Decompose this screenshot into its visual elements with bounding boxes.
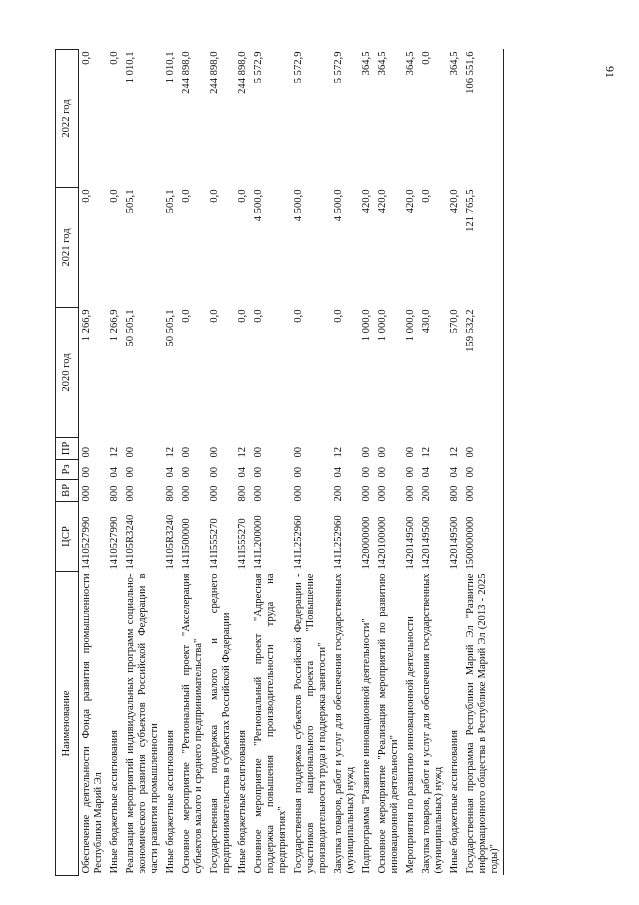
table-body: [79, 50, 504, 876]
row-2020-value: 1 266,9: [109, 309, 120, 342]
row-2020-value: 0,0: [253, 309, 264, 323]
page-number: 91: [603, 66, 617, 78]
row-vr: 000: [125, 485, 136, 502]
row-code: 141I555270: [237, 518, 248, 570]
table-row: [123, 50, 163, 876]
row-2022-value: 364,5: [377, 51, 388, 76]
row-name: Основное мероприятие "Региональный проект "Акселерация субъектов малого и среднего предпринимательства": [181, 573, 204, 874]
row-2020-value: 570,0: [449, 309, 460, 334]
header-pr: ПР: [56, 438, 79, 460]
row-vr: 000: [293, 485, 304, 502]
row-2021-value: 0,0: [237, 189, 248, 203]
row-vr: 800: [109, 485, 120, 502]
row-code: 1500000000: [463, 502, 504, 572]
row-code: 1420149500: [421, 516, 432, 570]
row-2021-value: 505,1: [125, 189, 136, 214]
row-2022-value: 244 898,0: [209, 51, 220, 94]
row-2022-value: 244 898,0: [237, 51, 248, 94]
row-pr: 00: [405, 446, 416, 458]
row-2020-value: 430,0: [421, 309, 432, 334]
row-2020-value: 1 000,0: [361, 309, 372, 342]
row-vr: 000: [377, 485, 388, 502]
row-rz: 00: [209, 466, 220, 478]
row-rz: 00: [253, 466, 264, 478]
row-name: Закупка товаров, работ и услуг для обеспечения государственных (муниципальных) нужд: [421, 573, 444, 874]
row-name: Иные бюджетные ассигнования: [449, 730, 460, 874]
table-header-row: [56, 50, 79, 876]
row-2020-value: 0,0: [333, 309, 344, 323]
row-name: Подпрограмма "Развитие инновационной деятельности": [361, 618, 372, 874]
row-2022-value: 364,5: [449, 51, 460, 76]
row-vr: 000: [405, 485, 416, 502]
row-2022-value: 5 572,9: [293, 51, 304, 84]
table-row: [291, 50, 331, 876]
row-pr: 00: [209, 446, 220, 458]
row-pr: 12: [449, 446, 460, 458]
table-row: [447, 50, 463, 876]
row-2020-value: 0,0: [181, 309, 192, 323]
header-name: Наименование: [56, 572, 79, 876]
row-rz: 00: [361, 466, 372, 478]
row-code: 141I555270: [209, 518, 220, 570]
row-code: 141L252960: [293, 515, 304, 570]
row-2021-value: 4 500,0: [333, 189, 344, 222]
row-2021-value: 4 500,0: [293, 189, 304, 222]
table-row: [419, 50, 447, 876]
row-pr: 00: [361, 446, 372, 458]
row-name: Государственная поддержка субъектов Российской Федерации - участников национального проекта "Повышение производительности труда и поддержка занятости": [293, 573, 328, 874]
row-code: 14105R3240: [125, 514, 136, 570]
row-code: 1410527990: [81, 516, 92, 570]
row-pr: 00: [181, 446, 192, 458]
table-row: [463, 50, 504, 876]
row-vr: 000: [181, 485, 192, 502]
row-2021-value: 420,0: [405, 189, 416, 214]
table-row: [331, 50, 359, 876]
row-rz: 04: [165, 466, 176, 478]
row-2021-value: 420,0: [377, 189, 388, 214]
row-code: 1420149500: [449, 516, 460, 570]
row-2020-value: 50 505,1: [165, 309, 176, 347]
row-2022-value: 0,0: [81, 51, 92, 65]
row-2021-value: 0,0: [109, 189, 120, 203]
row-pr: 00: [253, 446, 264, 458]
row-name: Иные бюджетные ассигнования: [109, 730, 120, 874]
row-2020-value: 159 532,2: [463, 308, 504, 438]
row-2022-value: 364,5: [405, 51, 416, 76]
row-rz: 00: [125, 466, 136, 478]
row-2022-value: 364,5: [361, 51, 372, 76]
row-rz: 00: [405, 466, 416, 478]
row-code: 141L252960: [333, 515, 344, 570]
table-row: [179, 50, 207, 876]
row-2021-value: 420,0: [361, 189, 372, 214]
row-pr: 12: [109, 446, 120, 458]
row-rz: 00: [293, 466, 304, 478]
table-row: [359, 50, 375, 876]
row-2021-value: 0,0: [181, 189, 192, 203]
table-row: [251, 50, 291, 876]
row-2022-value: 244 898,0: [181, 51, 192, 94]
row-vr: 800: [449, 485, 460, 502]
row-name: Реализация мероприятий индивидуальных программ социально-экономического развития субъектов Российской Федерации в части развития промышленности: [125, 573, 160, 874]
row-code: 1420149500: [405, 516, 416, 570]
table-row: [375, 50, 403, 876]
budget-table-sheet: [55, 50, 603, 876]
row-rz: 00: [81, 466, 92, 478]
row-pr: 00: [377, 446, 388, 458]
row-2022-value: 5 572,9: [333, 51, 344, 84]
row-2021-value: 4 500,0: [253, 189, 264, 222]
row-name: Закупка товаров, работ и услуг для обеспечения государственных (муниципальных) нужд: [333, 573, 356, 874]
table-row: [79, 50, 108, 876]
row-vr: 000: [209, 485, 220, 502]
row-2020-value: 0,0: [209, 309, 220, 323]
header-2022: 2022 год: [56, 50, 79, 188]
row-2020-value: 1 000,0: [377, 309, 388, 342]
row-pr: 12: [333, 446, 344, 458]
row-code: 14105R3240: [165, 514, 176, 570]
row-name: Государственная поддержка малого и среднего предпринимательства в субъектах Российской Федерации: [209, 573, 232, 874]
header-vr: ВР: [56, 480, 79, 502]
row-pr: 00: [463, 438, 504, 460]
row-rz: 00: [377, 466, 388, 478]
row-vr: 800: [165, 485, 176, 502]
row-2022-value: 0,0: [109, 51, 120, 65]
row-2020-value: 0,0: [237, 309, 248, 323]
row-rz: 04: [237, 466, 248, 478]
row-code: 141I500000: [181, 518, 192, 570]
row-name: Мероприятия по развитию инновационной деятельности: [405, 616, 416, 874]
row-2021-value: 0,0: [421, 189, 432, 203]
table-row: [403, 50, 419, 876]
row-vr: 800: [237, 485, 248, 502]
row-rz: 04: [449, 466, 460, 478]
row-2021-value: 0,0: [81, 189, 92, 203]
row-2021-value: 121 765,5: [463, 188, 504, 308]
table-row: [235, 50, 251, 876]
row-pr: 00: [293, 446, 304, 458]
budget-table: [55, 49, 504, 876]
row-rz: 00: [181, 466, 192, 478]
row-vr: 000: [463, 480, 504, 502]
header-code: ЦСР: [56, 502, 79, 572]
table-row: [163, 50, 179, 876]
row-pr: 00: [81, 446, 92, 458]
row-pr: 12: [237, 446, 248, 458]
row-pr: 12: [165, 446, 176, 458]
row-vr: 200: [333, 485, 344, 502]
row-2022-value: 106 551,6: [463, 50, 504, 188]
header-2020: 2020 год: [56, 308, 79, 438]
row-vr: 200: [421, 485, 432, 502]
row-rz: 04: [333, 466, 344, 478]
row-vr: 000: [361, 485, 372, 502]
table-row: [107, 50, 123, 876]
row-2020-value: 1 266,9: [81, 309, 92, 342]
row-vr: 000: [81, 485, 92, 502]
row-name: Иные бюджетные ассигнования: [165, 730, 176, 874]
row-2022-value: 0,0: [421, 51, 432, 65]
row-name: Обеспечение деятельности Фонда развития промышленности Республики Марий Эл: [81, 573, 104, 874]
row-2021-value: 420,0: [449, 189, 460, 214]
row-2020-value: 1 000,0: [405, 309, 416, 342]
header-rz: Рз: [56, 460, 79, 480]
row-2021-value: 0,0: [209, 189, 220, 203]
row-2021-value: 505,1: [165, 189, 176, 214]
row-2020-value: 50 505,1: [125, 309, 136, 347]
row-name: Государственная программа Республики Марий Эл "Развитие информационного общества в Республике Марий Эл (2013 - 2025 годы)": [463, 572, 504, 876]
row-vr: 000: [253, 485, 264, 502]
row-code: 141L200000: [253, 515, 264, 570]
row-pr: 12: [421, 446, 432, 458]
row-name: Иные бюджетные ассигнования: [237, 730, 248, 874]
row-name: Основное мероприятие "Реализация мероприятий по развитию инновационной деятельности": [377, 573, 400, 874]
row-rz: 04: [421, 466, 432, 478]
row-code: 1410527990: [109, 516, 120, 570]
table-row: [207, 50, 235, 876]
row-name: Основное мероприятие "Региональный проект "Адресная поддержка повышения производительности труда на предприятиях": [253, 573, 288, 874]
row-code: 1420100000: [377, 516, 388, 570]
row-2022-value: 1 010,1: [165, 51, 176, 84]
row-rz: 04: [109, 466, 120, 478]
header-2021: 2021 год: [56, 188, 79, 308]
row-rz: 00: [463, 460, 504, 480]
row-2020-value: 0,0: [293, 309, 304, 323]
row-pr: 00: [125, 446, 136, 458]
row-2022-value: 5 572,9: [253, 51, 264, 84]
row-2022-value: 1 010,1: [125, 51, 136, 84]
row-code: 1420000000: [361, 516, 372, 570]
